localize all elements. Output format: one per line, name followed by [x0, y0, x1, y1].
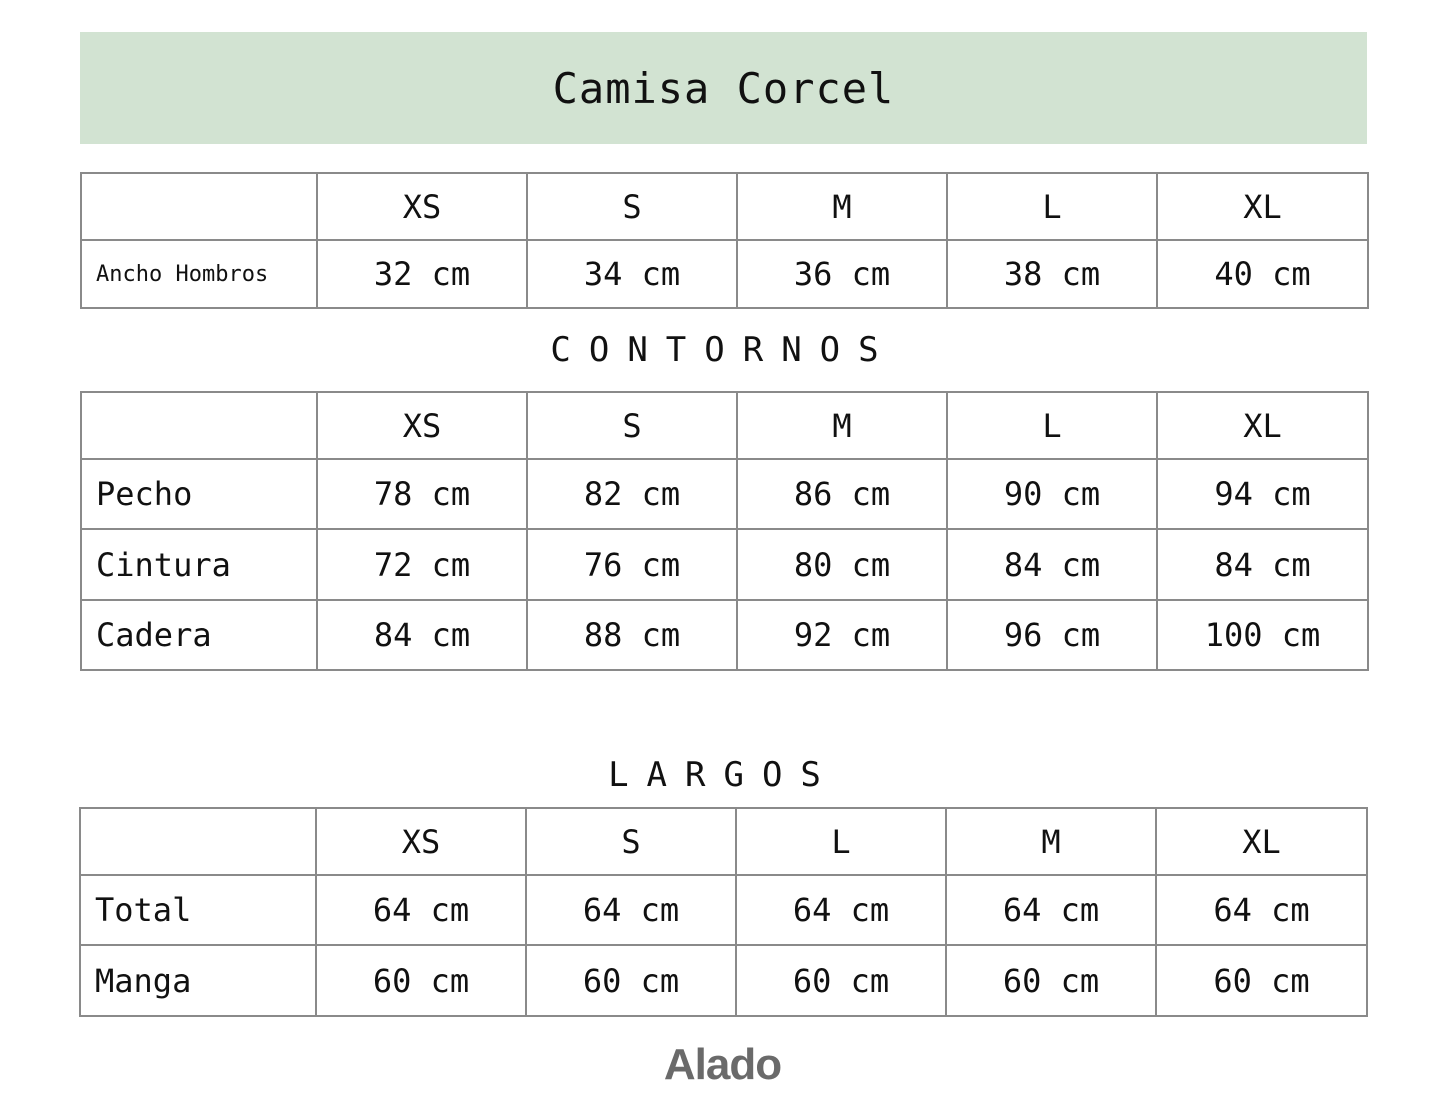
row-label-pecho: Pecho — [81, 459, 317, 529]
table-cell: 64 cm — [736, 875, 946, 945]
table-cell: 88 cm — [527, 600, 737, 670]
shoulder-width-table — [80, 172, 1369, 309]
table-cell: 60 cm — [946, 945, 1156, 1016]
header-cell-xs: XS — [317, 173, 527, 240]
table-cell: 60 cm — [1156, 945, 1367, 1016]
header-cell-m: M — [946, 808, 1156, 875]
largos-table — [79, 807, 1368, 1017]
table-cell: 64 cm — [1156, 875, 1367, 945]
header-cell-xs: XS — [317, 392, 527, 459]
table-cell: 40 cm — [1157, 240, 1368, 308]
table-cell: 64 cm — [946, 875, 1156, 945]
table-header-row — [80, 808, 1367, 875]
header-cell-xl: XL — [1157, 173, 1368, 240]
table-cell: 94 cm — [1157, 459, 1368, 529]
table-cell: 84 cm — [317, 600, 527, 670]
header-cell-xl: XL — [1157, 392, 1368, 459]
header-cell — [81, 173, 317, 240]
table-cell: 76 cm — [527, 529, 737, 600]
table-cell: 60 cm — [526, 945, 736, 1016]
table-row — [80, 945, 1367, 1016]
table-cell: 86 cm — [737, 459, 947, 529]
header-cell-s: S — [526, 808, 736, 875]
table-cell: 82 cm — [527, 459, 737, 529]
table-cell: 32 cm — [317, 240, 527, 308]
table-cell: 92 cm — [737, 600, 947, 670]
header-cell-xl: XL — [1156, 808, 1367, 875]
header-cell — [81, 392, 317, 459]
table-cell: 38 cm — [947, 240, 1157, 308]
header-cell-xs: XS — [316, 808, 526, 875]
header-cell-l: L — [947, 173, 1157, 240]
table-cell: 36 cm — [737, 240, 947, 308]
brand-logo: Alado — [663, 1040, 782, 1089]
table-cell: 84 cm — [1157, 529, 1368, 600]
table-cell: 60 cm — [736, 945, 946, 1016]
table-cell: 64 cm — [316, 875, 526, 945]
header-cell-m: M — [737, 392, 947, 459]
table-cell: 72 cm — [317, 529, 527, 600]
contornos-table — [80, 391, 1369, 671]
table-row — [81, 459, 1368, 529]
header-cell-s: S — [527, 392, 737, 459]
table-cell: 64 cm — [526, 875, 736, 945]
table-cell: 34 cm — [527, 240, 737, 308]
table-row — [81, 240, 1368, 308]
title-banner — [80, 32, 1367, 144]
row-label-cadera: Cadera — [81, 600, 317, 670]
row-label-manga: Manga — [80, 945, 316, 1016]
table-cell: 90 cm — [947, 459, 1157, 529]
table-cell: 78 cm — [317, 459, 527, 529]
page-title: Camisa Corcel — [552, 63, 895, 113]
header-cell-l: L — [947, 392, 1157, 459]
table-header-row — [81, 173, 1368, 240]
header-cell — [80, 808, 316, 875]
header-cell-l: L — [736, 808, 946, 875]
table-cell: 80 cm — [737, 529, 947, 600]
table-cell: 60 cm — [316, 945, 526, 1016]
table-cell: 100 cm — [1157, 600, 1368, 670]
table-row — [80, 875, 1367, 945]
row-label-ancho-hombros: Ancho Hombros — [81, 240, 317, 308]
table-cell: 84 cm — [947, 529, 1157, 600]
table-header-row — [81, 392, 1368, 459]
row-label-total: Total — [80, 875, 316, 945]
table-row — [81, 600, 1368, 670]
table-row — [81, 529, 1368, 600]
table-cell: 96 cm — [947, 600, 1157, 670]
row-label-cintura: Cintura — [81, 529, 317, 600]
section-title-contornos: CONTORNOS — [550, 330, 897, 370]
header-cell-s: S — [527, 173, 737, 240]
section-title-largos: LARGOS — [608, 755, 839, 795]
header-cell-m: M — [737, 173, 947, 240]
